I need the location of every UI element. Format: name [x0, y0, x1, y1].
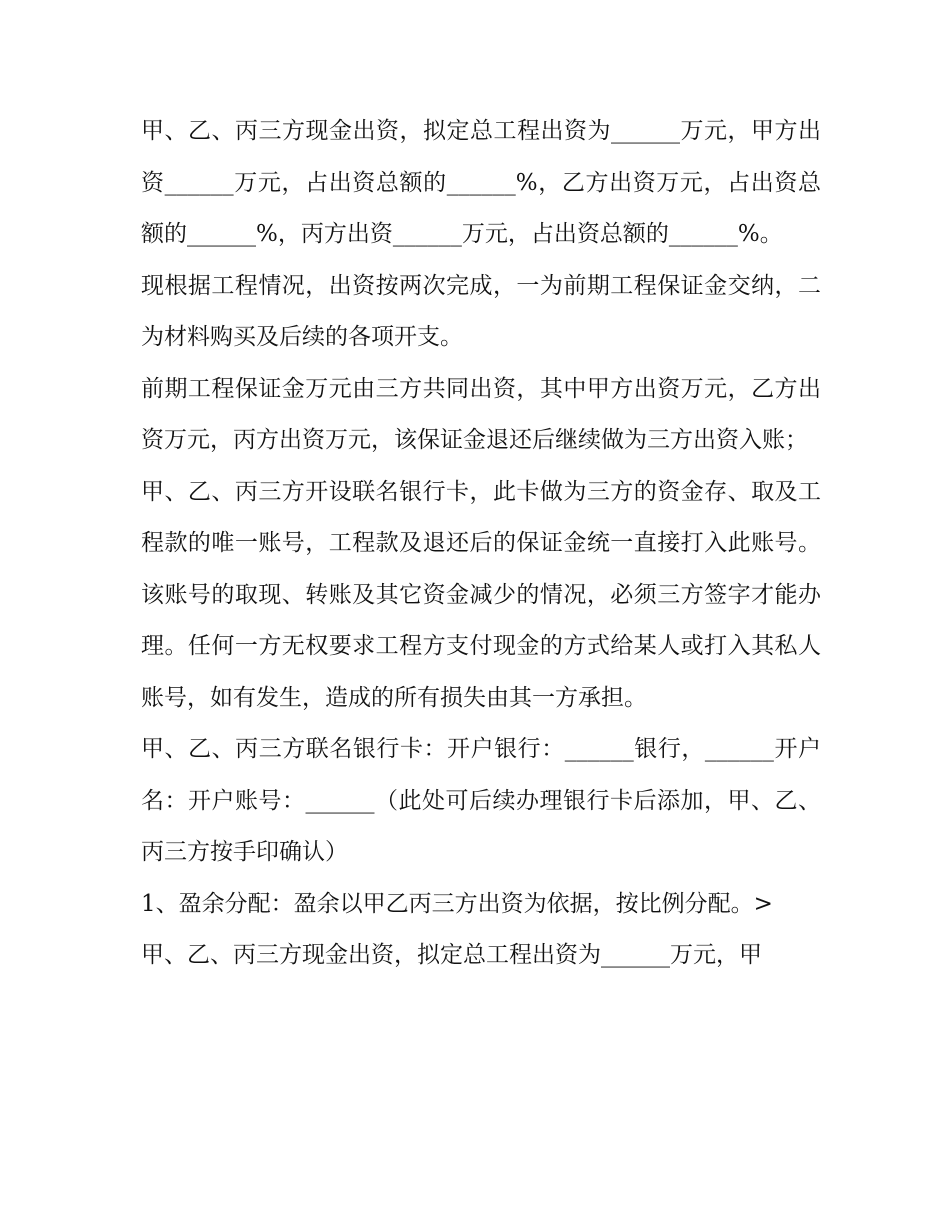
document-page	[141, 106, 821, 982]
paragraph-joint-bank-account: 甲、乙、丙三方开设联名银行卡，此卡做为三方的资金存、取及工程款的唯一账号，工程款及退还后的保证金统一直接打入此账号。该账号的取现、转账及其它资金减少的情况，必须三方签字才能办理。任何一方无权要求工程方支付现金的方式给某人或打入其私人账号，如有发生，造成的所有损失由其一方承担。	[141, 478, 821, 711]
paragraph-contribution-schedule: 现根据工程情况，出资按两次完成，一为前期工程保证金交纳，二为材料购买及后续的各项开支。	[141, 272, 821, 350]
paragraph-capital-contribution: 甲、乙、丙三方现金出资，拟定总工程出资为______万元，甲方出资______万元，占出资总额的______%，乙方出资万元，占出资总额的______%，丙方出资______万元，占出资总额的______%。	[141, 118, 821, 247]
paragraph-deposit: 前期工程保证金万元由三方共同出资，其中甲方出资万元，乙方出资万元，丙方出资万元，该保证金退还后继续做为三方出资入账；	[141, 375, 821, 453]
paragraph-bank-details: 甲、乙、丙三方联名银行卡：开户银行：______银行，______开户名：开户账号：______（此处可后续办理银行卡后添加，甲、乙、丙三方按手印确认）	[141, 736, 821, 865]
paragraph-capital-contribution-repeat: 甲、乙、丙三方现金出资，拟定总工程出资为______万元，甲	[141, 942, 762, 968]
paragraph-profit-distribution: 1、盈余分配：盈余以甲乙丙三方出资为依据，按比例分配。>	[141, 890, 773, 917]
